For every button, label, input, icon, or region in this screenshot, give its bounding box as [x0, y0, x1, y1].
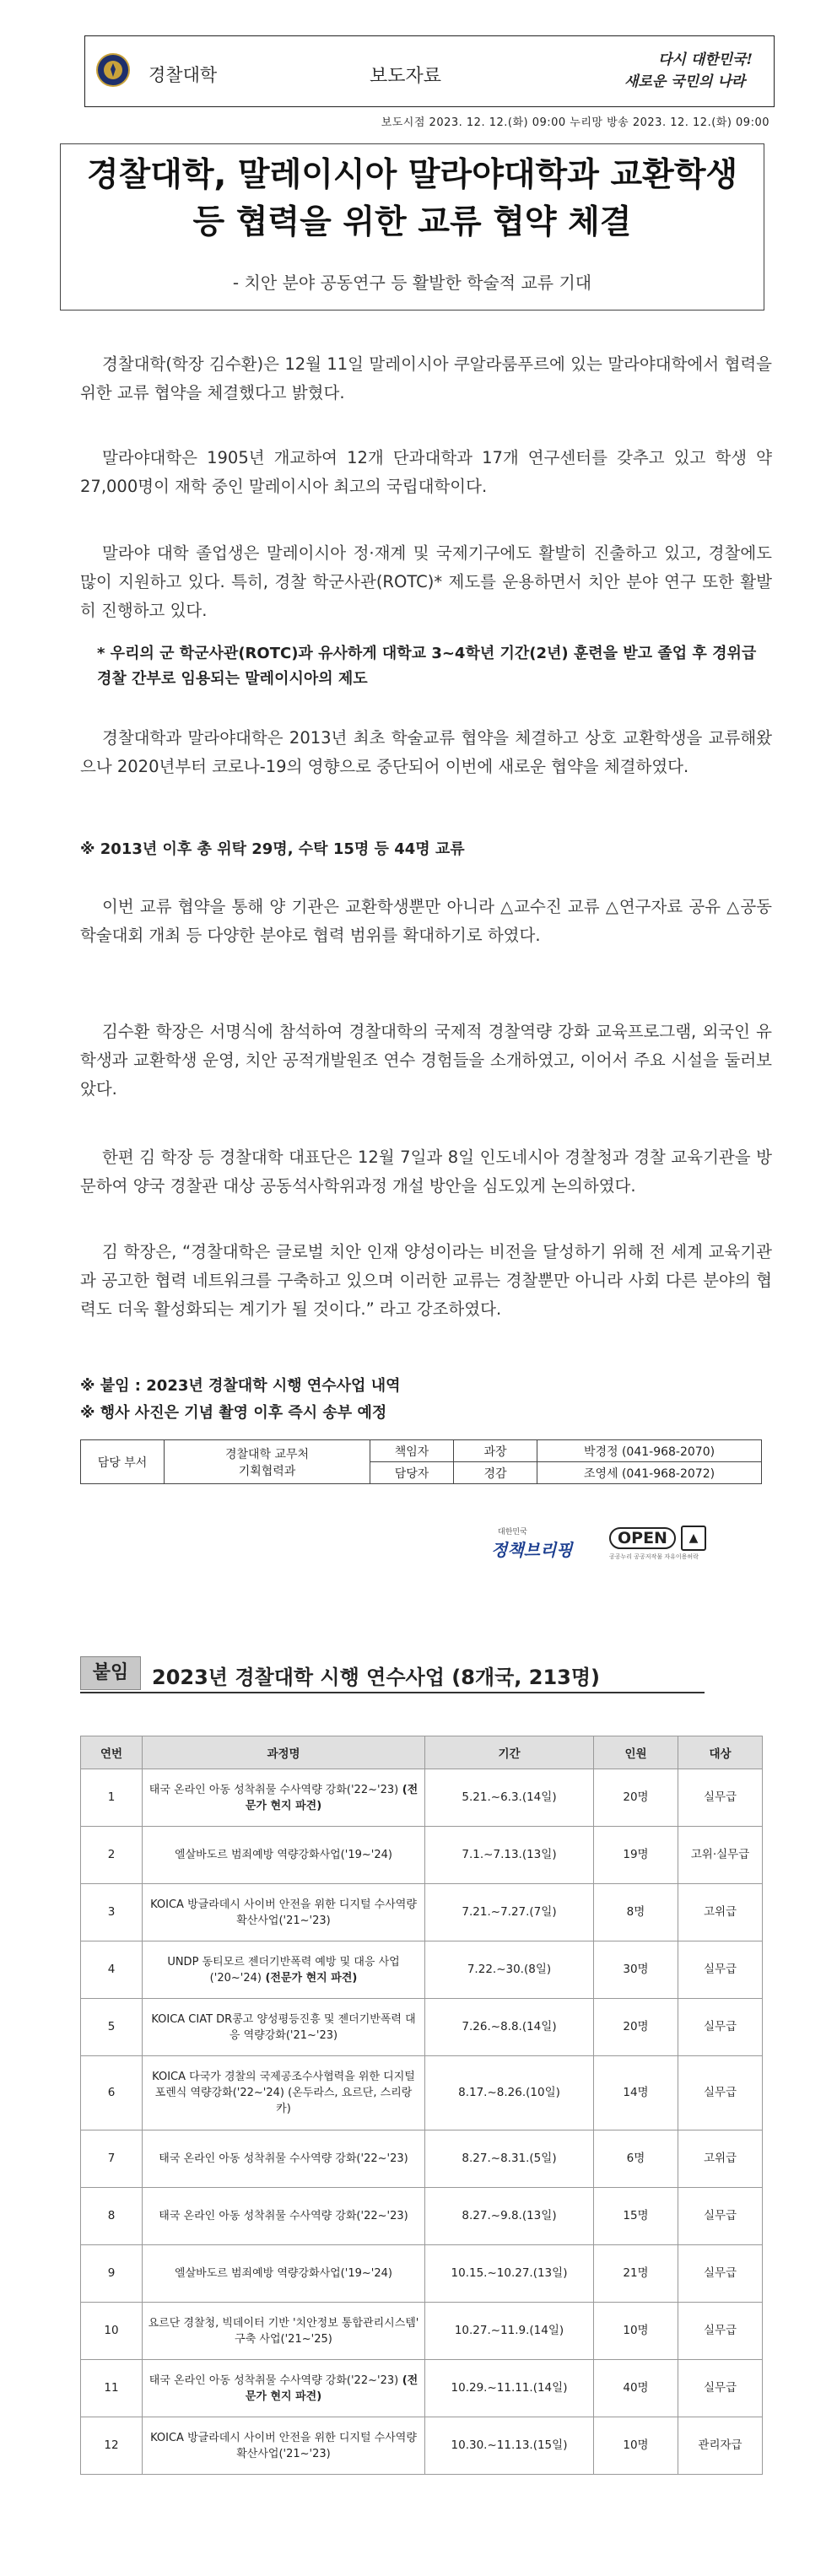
- dept-name: [165, 1440, 370, 1484]
- col-header-course: 과정명: [143, 1736, 425, 1769]
- license-type-icon: ▲: [681, 1526, 706, 1551]
- cell-no: 2: [81, 1827, 143, 1884]
- cell-course: [143, 1884, 425, 1941]
- course-name: UNDP 동티모르 젠더기반폭력 예방 및 대응 사업('20~'24): [167, 1955, 400, 1985]
- briefing-main-text: 정책브리핑: [491, 1540, 573, 1560]
- person-2: 조영세 (041-968-2072): [537, 1462, 762, 1484]
- cell-target: 실무급: [678, 2360, 763, 2417]
- table-row: [81, 2245, 763, 2303]
- cell-count: 10명: [594, 2303, 678, 2360]
- cell-count: 20명: [594, 1769, 678, 1827]
- course-name: 요르단 경찰청, 빅데이터 기반 '치안정보 통합관리시스템' 구축 사업('21~'25): [148, 2316, 419, 2346]
- paragraph-3-footnote: * 우리의 군 학군사관(ROTC)과 유사하게 대학교 3~4학년 기간(2년) 훈련을 받고 졸업 후 경위급 경찰 간부로 임용되는 말레이시아의 제도: [97, 645, 757, 688]
- cell-count: 6명: [594, 2130, 678, 2188]
- table-row: [81, 2360, 763, 2417]
- table-row: [81, 2130, 763, 2188]
- rank-1: 과장: [454, 1440, 537, 1462]
- table-header-row: [81, 1736, 763, 1769]
- course-dispatch-note: (전문가 현지 파견): [245, 1783, 418, 1812]
- cell-no: 6: [81, 2056, 143, 2130]
- cell-period: 10.27.~11.9.(14일): [425, 2303, 594, 2360]
- course-name: 태국 온라인 아동 성착취물 수사역량 강화('22~'23): [159, 2152, 408, 2165]
- cell-period: 5.21.~6.3.(14일): [425, 1769, 594, 1827]
- cell-count: 8명: [594, 1884, 678, 1941]
- cell-count: 10명: [594, 2417, 678, 2475]
- cell-no: 10: [81, 2303, 143, 2360]
- cell-target: 관리자급: [678, 2417, 763, 2475]
- cell-course: [143, 1999, 425, 2056]
- headline-line1: 경찰대학, 말레이시아 말라야대학과 교환학생: [86, 156, 738, 194]
- cell-target: 실무급: [678, 2245, 763, 2303]
- cell-course: [143, 2188, 425, 2245]
- course-name: 태국 온라인 아동 성착취물 수사역량 강화('22~'23): [159, 2210, 408, 2222]
- cell-count: 40명: [594, 2360, 678, 2417]
- paragraph-4: 경찰대학과 말라야대학은 2013년 최초 학술교류 협약을 체결하고 상호 교환학생을 교류해왔으나 2020년부터 코로나-19의 영향으로 중단되어 이번에 새로운 협약을 체결하였다.: [80, 728, 772, 776]
- cell-no: 4: [81, 1941, 143, 1999]
- svg-text:새로운 국민의 나라: 새로운 국민의 나라: [624, 73, 746, 90]
- org-name: 경찰대학: [148, 65, 218, 85]
- training-schedule-table: [80, 1736, 763, 2475]
- attachment-label: 붙임: [80, 1656, 141, 1690]
- open-sub-text: 공공누리 공공저작물 자유이용허락: [609, 1553, 699, 1560]
- dept-line1: 경찰대학 교무처: [224, 1447, 310, 1461]
- cell-course: [143, 1941, 425, 1999]
- cell-no: 7: [81, 2130, 143, 2188]
- paragraph-6: 김수환 학장은 서명식에 참석하여 경찰대학의 국제적 경찰역량 강화 교육프로그램, 외국인 유학생과 교환학생 운영, 치안 공적개발원조 연수 경험들을 소개하였고, 이어서 주요 시설을 둘러보았다.: [80, 1022, 772, 1099]
- cell-period: 8.27.~9.8.(13일): [425, 2188, 594, 2245]
- slogan-logo: [616, 44, 768, 95]
- cell-target: 실무급: [678, 2056, 763, 2130]
- course-name: 엘살바도르 범죄예방 역량강화사업('19~'24): [175, 2267, 392, 2280]
- paragraph-3: 말라야 대학 졸업생은 말레이시아 정·재계 및 국제기구에도 활발히 진출하고 있고, 경찰에도 많이 지원하고 있다. 특히, 경찰 학군사관(ROTC)* 제도를 운용하면서 치안 분야 연구 또한 활발히 진행하고 있다.: [80, 543, 772, 620]
- dept-line2: 기획협력과: [238, 1464, 296, 1478]
- cell-target: 실무급: [678, 1769, 763, 1827]
- cell-course: [143, 2303, 425, 2360]
- course-name: KOICA 다국가 경찰의 국제공조수사협력을 위한 디지털 포렌식 역량강화('22~'24) (온두라스, 요르단, 스리랑카): [152, 2071, 415, 2115]
- table-row: [81, 2188, 763, 2245]
- cell-period: 7.1.~7.13.(13일): [425, 1827, 594, 1884]
- cell-count: 30명: [594, 1941, 678, 1999]
- cell-count: 15명: [594, 2188, 678, 2245]
- cell-period: 7.26.~8.8.(14일): [425, 1999, 594, 2056]
- policy-briefing-logo: [491, 1526, 597, 1564]
- open-license-logo: [609, 1526, 753, 1564]
- paragraph-5: 이번 교류 협약을 통해 양 기관은 교환학생뿐만 아니라 △교수진 교류 △연구자료 공유 △공동 학술대회 개최 등 다양한 분야로 협력 범위를 확대하기로 하였다.: [80, 897, 772, 945]
- cell-period: 10.29.~11.11.(14일): [425, 2360, 594, 2417]
- cell-no: 5: [81, 1999, 143, 2056]
- cell-target: 고위·실무급: [678, 1827, 763, 1884]
- dept-label: 담당 부서: [81, 1440, 165, 1484]
- headline: [60, 152, 764, 246]
- table-row: [81, 1941, 763, 1999]
- course-name: KOICA 방글라데시 사이버 안전을 위한 디지털 수사역량 확산사업('21~'23): [150, 2431, 417, 2460]
- cell-period: 7.22.~30.(8일): [425, 1941, 594, 1999]
- attachment-note: ※ 붙임 : 2023년 경찰대학 시행 연수사업 내역: [80, 1377, 401, 1395]
- cell-period: 10.30.~11.13.(15일): [425, 2417, 594, 2475]
- table-row: [81, 2056, 763, 2130]
- cell-count: 21명: [594, 2245, 678, 2303]
- cell-target: 실무급: [678, 2188, 763, 2245]
- cell-target: 실무급: [678, 1999, 763, 2056]
- cell-target: 실무급: [678, 1941, 763, 1999]
- cell-no: 1: [81, 1769, 143, 1827]
- cell-course: [143, 2360, 425, 2417]
- cell-period: 8.17.~8.26.(10일): [425, 2056, 594, 2130]
- cell-count: 20명: [594, 1999, 678, 2056]
- release-date: 보도시점 2023. 12. 12.(화) 09:00 누리망 방송 2023. 12. 12.(화) 09:00: [381, 116, 770, 129]
- cell-no: 11: [81, 2360, 143, 2417]
- paragraph-1: 경찰대학(학장 김수환)은 12월 11일 말레이시아 쿠알라룸푸르에 있는 말라야대학에서 협력을 위한 교류 협약을 체결했다고 밝혔다.: [80, 354, 772, 402]
- open-badge: OPEN: [609, 1527, 676, 1549]
- cell-course: [143, 1827, 425, 1884]
- rank-2: 경감: [454, 1462, 537, 1484]
- course-dispatch-note: (전문가 현지 파견): [261, 1971, 358, 1985]
- cell-course: [143, 2056, 425, 2130]
- table-row: [81, 2417, 763, 2475]
- course-name: 태국 온라인 아동 성착취물 수사역량 강화('22~'23): [148, 2373, 399, 2387]
- cell-period: 7.21.~7.27.(7일): [425, 1884, 594, 1941]
- role-2: 담당자: [370, 1462, 454, 1484]
- press-release-label: 보도자료: [370, 66, 442, 87]
- paragraph-2: 말라야대학은 1905년 개교하여 12개 단과대학과 17개 연구센터를 갖추고 있고 학생 약 27,000명이 재학 중인 말레이시아 최고의 국립대학이다.: [80, 448, 772, 496]
- table-row: [81, 1884, 763, 1941]
- role-1: 책임자: [370, 1440, 454, 1462]
- col-header-target: 대상: [678, 1736, 763, 1769]
- cell-target: 실무급: [678, 2303, 763, 2360]
- briefing-small-text: 대한민국: [498, 1528, 527, 1536]
- table-row: [81, 1999, 763, 2056]
- cell-target: 고위급: [678, 1884, 763, 1941]
- cell-no: 12: [81, 2417, 143, 2475]
- cell-count: 19명: [594, 1827, 678, 1884]
- cell-no: 8: [81, 2188, 143, 2245]
- subtitle: - 치안 분야 공동연구 등 활발한 학술적 교류 기대: [232, 273, 592, 293]
- paragraph-7: 한편 김 학장 등 경찰대학 대표단은 12월 7일과 8일 인도네시아 경찰청과 경찰 교육기관을 방문하여 양국 경찰관 대상 공동석사학위과정 개설 방안을 심도있게 논의하였다.: [80, 1148, 772, 1196]
- cell-course: [143, 2245, 425, 2303]
- police-emblem-icon: [96, 53, 130, 87]
- person-1: 박경정 (041-968-2070): [537, 1440, 762, 1462]
- col-header-period: 기간: [425, 1736, 594, 1769]
- cell-course: [143, 2130, 425, 2188]
- paragraph-8: 김 학장은, “경찰대학은 글로벌 치안 인재 양성이라는 비전을 달성하기 위해 전 세계 교육기관과 공고한 협력 네트워크를 구축하고 있으며 이러한 교류는 경찰뿐만 아니라 사회 다른 분야의 협력도 더욱 활성화되는 계기가 될 것이다.” 라고 강조하였다.: [80, 1242, 772, 1319]
- cell-no: 9: [81, 2245, 143, 2303]
- course-name: 태국 온라인 아동 성착취물 수사역량 강화('22~'23): [148, 1783, 399, 1796]
- cell-period: 8.27.~8.31.(5일): [425, 2130, 594, 2188]
- cell-no: 3: [81, 1884, 143, 1941]
- table-row: [81, 1827, 763, 1884]
- col-header-no: 연번: [81, 1736, 143, 1769]
- cell-period: 10.15.~10.27.(13일): [425, 2245, 594, 2303]
- table-row: [81, 1769, 763, 1827]
- cell-target: 고위급: [678, 2130, 763, 2188]
- table-row: [81, 2303, 763, 2360]
- col-header-count: 인원: [594, 1736, 678, 1769]
- cell-count: 14명: [594, 2056, 678, 2130]
- paragraph-4-note: ※ 2013년 이후 총 위탁 29명, 수탁 15명 등 44명 교류: [80, 840, 465, 858]
- cell-course: [143, 2417, 425, 2475]
- course-name: KOICA 방글라데시 사이버 안전을 위한 디지털 수사역량 확산사업('21~'23): [150, 1898, 417, 1927]
- svg-text:다시 대한민국!: 다시 대한민국!: [658, 51, 753, 68]
- headline-line2: 등 협력을 위한 교류 협약 체결: [192, 203, 632, 241]
- course-name: 엘살바도르 범죄예방 역량강화사업('19~'24): [175, 1849, 392, 1861]
- photo-note: ※ 행사 사진은 기념 촬영 이후 즉시 송부 예정: [80, 1404, 387, 1422]
- contact-table: [80, 1439, 762, 1484]
- cell-course: [143, 1769, 425, 1827]
- attachment-title: 2023년 경찰대학 시행 연수사업 (8개국, 213명): [152, 1666, 601, 1689]
- course-name: KOICA CIAT DR콩고 양성평등진흥 및 젠더기반폭력 대응 역량강화('21~'23): [151, 2012, 416, 2042]
- course-dispatch-note: (전문가 현지 파견): [245, 2373, 418, 2403]
- attachment-underline: [80, 1692, 705, 1693]
